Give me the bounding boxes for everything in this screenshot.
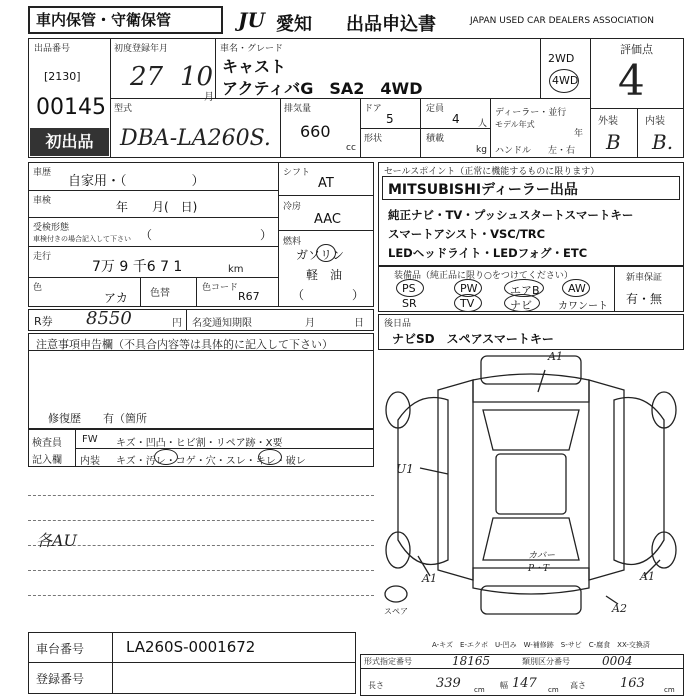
- recycle-unit: 円: [172, 318, 182, 329]
- cooling-value: AAC: [314, 212, 341, 227]
- form-title: 出品申込書: [346, 14, 436, 35]
- model-year-unit: 年: [574, 129, 584, 139]
- load-label: 積載: [426, 134, 445, 144]
- sales-line-3: LEDヘッドライト・LEDフォグ・ETC: [388, 246, 588, 260]
- length-unit: cm: [474, 686, 485, 694]
- fuel-label: 燃料: [283, 237, 302, 247]
- registration-month-unit: 月: [204, 92, 214, 103]
- registration-number-label: 登録番号: [36, 672, 85, 686]
- lot-label: 出品番号: [34, 44, 71, 54]
- rear-value: ナビSD スペアスマートキー: [392, 332, 554, 346]
- inspector-int-items: キズ・汚レ・コゲ・穴・スレ・キレ・破レ: [116, 456, 306, 467]
- rating-score: 4: [618, 56, 645, 105]
- inspector-fw: FW: [82, 434, 98, 445]
- new-warranty-value: 有・無: [626, 292, 663, 306]
- name-change-label: 名変通知期限: [192, 318, 252, 329]
- height-value: 163: [620, 676, 645, 691]
- height-unit: cm: [664, 686, 675, 694]
- chassis-value: LA260S-0001672: [126, 638, 256, 656]
- displacement-label: 排気量: [284, 104, 312, 114]
- rating-label: 評価点: [620, 43, 653, 56]
- first-listing-badge: 初出品: [30, 128, 109, 156]
- exterior-label: 外装: [598, 116, 618, 127]
- sales-headline: MITSUBISHIディーラー出品: [388, 182, 578, 198]
- handle-options: 左・右: [548, 146, 576, 156]
- damage-mark-rear-left: A1: [422, 572, 437, 585]
- type-designation-label: 形式指定番号: [364, 657, 412, 666]
- color-value: アカ: [104, 291, 128, 305]
- inspector-int: 内装: [80, 456, 100, 467]
- type-label: 型式: [114, 104, 133, 114]
- equipment-item: エアB: [510, 284, 540, 297]
- spare-label: スペア: [384, 607, 408, 616]
- width-value: 147: [512, 676, 537, 691]
- dealer-label: ディーラー・並行: [495, 108, 567, 118]
- displacement-value: 660: [300, 122, 331, 141]
- damage-mark-front: A1: [548, 350, 563, 363]
- registration-year: 27: [130, 62, 164, 92]
- interior-grade: B.: [652, 130, 674, 154]
- lot-number: 00145: [36, 95, 106, 120]
- capacity-label: 定員: [426, 104, 445, 114]
- repair-history: 修復歴 有（箇所: [48, 412, 147, 425]
- drive-2wd: 2WD: [548, 52, 575, 65]
- sales-line-1: 純正ナビ・TV・プッシュスタートスマートキー: [388, 208, 634, 222]
- width-unit: cm: [548, 686, 559, 694]
- category: 0004: [602, 654, 633, 668]
- equipment-item: PW: [460, 282, 478, 295]
- fuel-gas-circle: [316, 244, 336, 262]
- int-circle-dirt: [154, 449, 178, 465]
- inspection-label: 車検: [33, 196, 52, 206]
- color-code: R67: [238, 290, 260, 303]
- equipment-circle: [504, 294, 540, 312]
- legend: A-キズ E-エクボ U-凹み W-補修跡 S-サビ C-腐食 XX-交換済: [432, 641, 650, 649]
- length-value: 339: [436, 676, 461, 691]
- fuel-other: （ ）: [292, 288, 365, 302]
- caution-label: 注意事項申告欄（不具合内容等は具体的に記入して下さい）: [36, 338, 333, 351]
- shift-value: AT: [318, 176, 334, 191]
- chassis-label: 車台番号: [36, 642, 85, 656]
- height-label: 高さ: [570, 681, 586, 690]
- load-unit: kg: [476, 145, 487, 155]
- shift-label: シフト: [283, 168, 311, 178]
- equipment-item: SR: [402, 297, 417, 310]
- damage-mark-left: U1: [396, 462, 414, 476]
- drive-4wd: 4WD: [552, 74, 579, 87]
- type-value: DBA-LA260S.: [120, 126, 271, 151]
- doors-value: 5: [386, 112, 394, 126]
- equipment-label: 装備品（純正品に限り○をつけてください）: [394, 271, 573, 281]
- width-label: 幅: [500, 681, 508, 690]
- ju-logo: JU: [238, 8, 265, 32]
- name-change-day: 日: [354, 318, 364, 329]
- usage-label: 車歴: [33, 168, 52, 178]
- model-year-label: モデル年式: [495, 120, 535, 129]
- receipt-value: （ ）: [140, 228, 273, 242]
- mileage-unit: km: [228, 264, 244, 275]
- interior-label: 内装: [645, 116, 665, 127]
- receipt-sub: 車検付きの場合記入して下さい: [33, 235, 131, 243]
- exterior-grade: B: [606, 130, 621, 154]
- sales-line-2: スマートアシスト・VSC/TRC: [388, 227, 546, 241]
- storage-badge-text: 車内保管・守衛保管: [36, 11, 172, 29]
- fuel-diesel: 軽 油: [306, 268, 343, 282]
- equipment-item: カワンート: [558, 301, 608, 312]
- equipment-item: PS: [402, 282, 416, 295]
- mileage-label: 走行: [33, 252, 52, 262]
- color-label: 色: [33, 283, 43, 293]
- diagram-roof-note: カバー P・T: [528, 551, 556, 574]
- new-warranty-label: 新車保証: [626, 273, 663, 283]
- lot-code: [2130]: [44, 70, 81, 83]
- cooling-label: 冷房: [283, 202, 302, 212]
- category-label: 類別区分番号: [522, 657, 570, 666]
- model-label: 車名・グレード: [220, 44, 284, 54]
- capacity-unit: 人: [478, 119, 488, 129]
- name-change-month: 月: [305, 318, 315, 329]
- color-change-label: 色替: [150, 288, 170, 299]
- usage-value: 自家用・（ ）: [68, 174, 205, 189]
- equipment-item: TV: [460, 297, 475, 310]
- equipment-item: ナビ: [510, 299, 532, 312]
- handle-label: ハンドル: [495, 146, 532, 156]
- inspector-label-2: 記入欄: [32, 455, 62, 466]
- org-name: 愛知: [276, 14, 312, 35]
- rear-label: 後日品: [384, 319, 412, 329]
- inspection-value: 年 月( 日): [116, 200, 198, 214]
- doors-label: ドア: [364, 104, 382, 114]
- capacity-value: 4: [452, 112, 460, 126]
- mileage-value: 7万 9 千6 7 1: [92, 259, 183, 275]
- int-circle-scuff: [258, 449, 282, 465]
- equipment-item: AW: [568, 282, 586, 295]
- model-grade: アクティバG SA2 4WD: [222, 79, 423, 98]
- inspector-note: 各AU: [36, 531, 78, 550]
- inspector-label-1: 検査員: [32, 438, 62, 449]
- receipt-label: 受検形態: [33, 223, 70, 233]
- recycle-label: R券: [34, 315, 53, 328]
- registration-label: 初度登録年月: [114, 44, 169, 54]
- equipment-circle: [454, 294, 482, 312]
- recycle-value: 8550: [86, 308, 132, 329]
- damage-mark-rear: A2: [612, 602, 627, 615]
- fuel-gas: ガソリン: [296, 248, 345, 262]
- model-name: キャスト: [222, 57, 287, 76]
- inspector-fw-items: キズ・凹凸・ヒビ割・リペア跡・X要: [116, 438, 283, 449]
- registration-month: 10: [180, 62, 214, 92]
- association-name: JAPAN USED CAR DEALERS ASSOCIATION: [470, 16, 654, 26]
- equipment-circle: [396, 279, 424, 297]
- damage-mark-rear-right: A1: [640, 570, 655, 583]
- color-code-label: 色コード: [202, 283, 239, 293]
- shape-label: 形状: [364, 134, 383, 144]
- sales-label: セールスポイント（正常に機能するものに限ります）: [384, 167, 600, 177]
- equipment-circle: [562, 279, 590, 297]
- displacement-unit: cc: [346, 143, 356, 153]
- length-label: 長さ: [368, 681, 384, 690]
- type-designation: 18165: [452, 654, 491, 668]
